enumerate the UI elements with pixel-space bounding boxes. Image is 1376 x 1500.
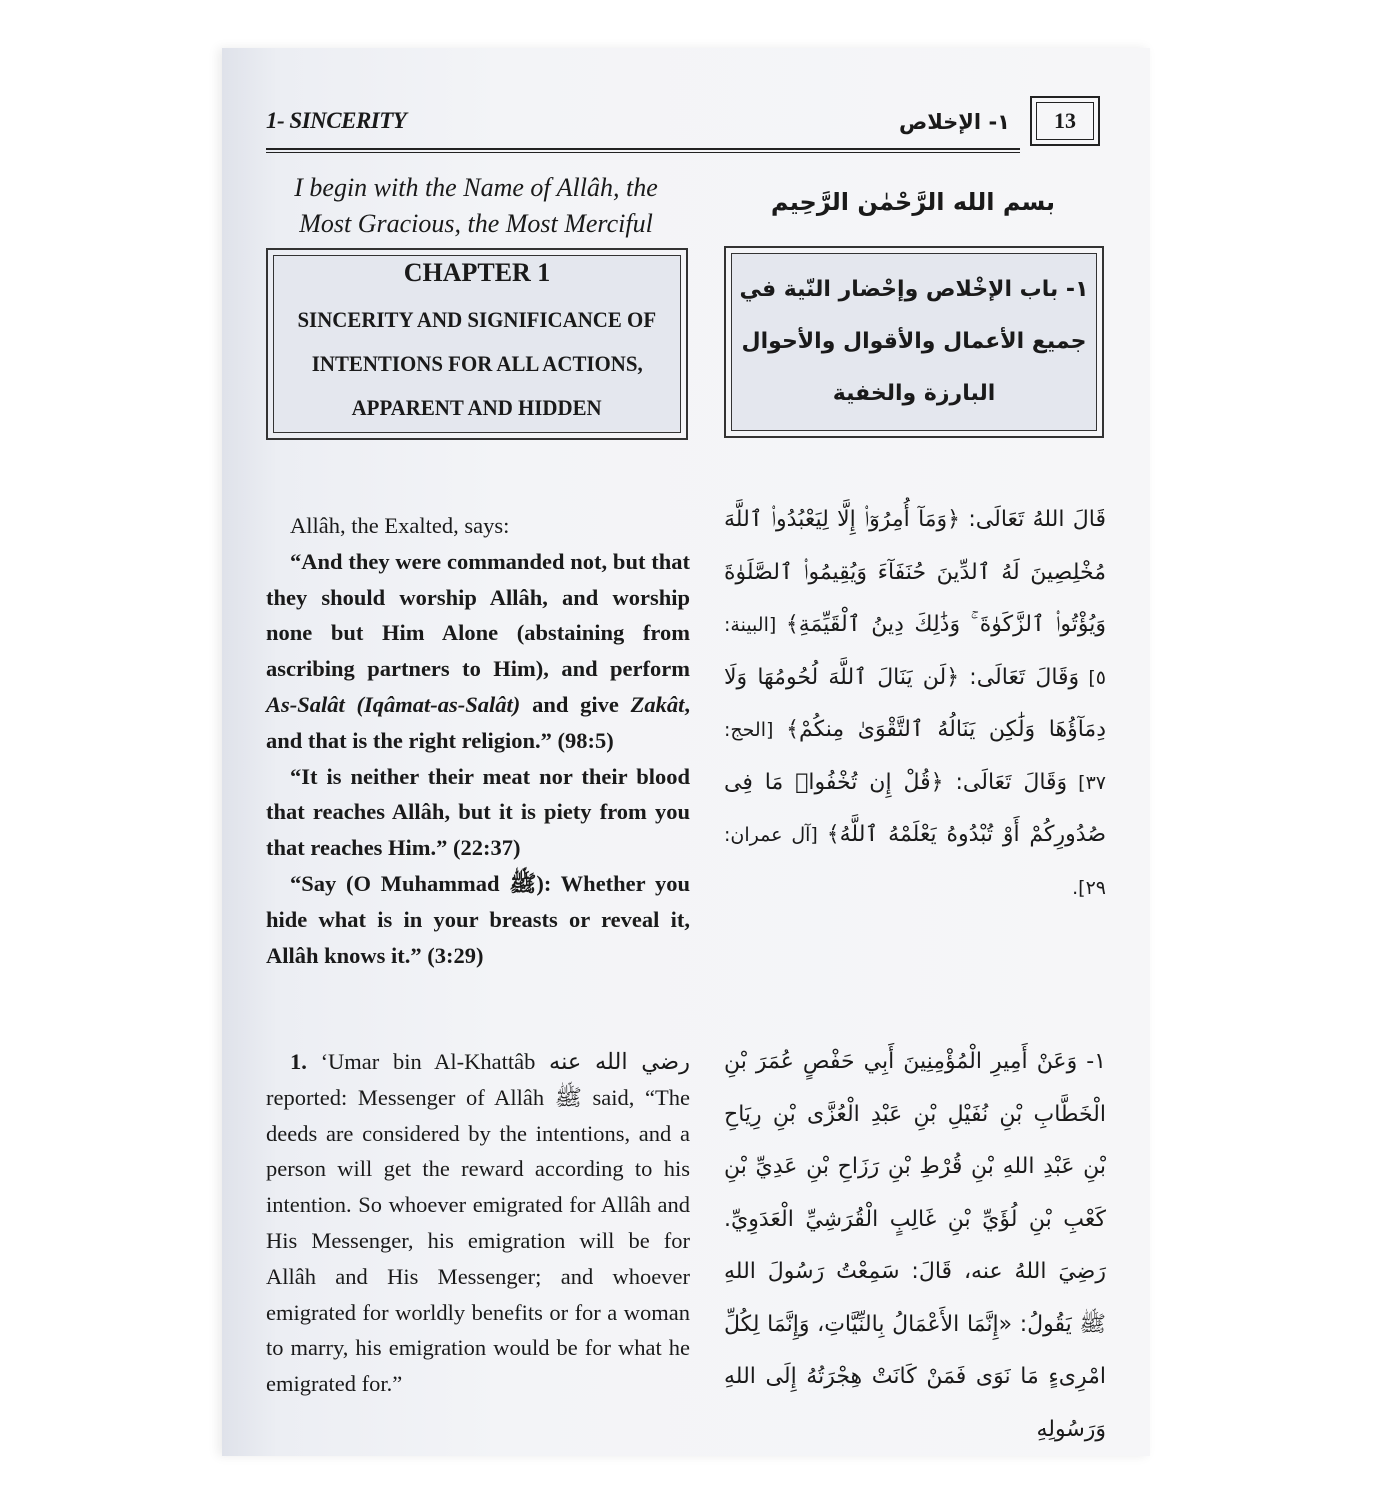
bismillah-arabic: بسم الله الرَّحْمٰن الرَّحِيم bbox=[770, 188, 1056, 216]
hadith-english bbox=[266, 1044, 690, 1402]
hadith-paragraph bbox=[266, 1044, 690, 1402]
chapter-number: CHAPTER 1 bbox=[403, 258, 551, 287]
verse-ar: قَالَ اللهُ تَعَالَى: ﴿وَمَآ أُمِرُوٓا۟ إِلَّا لِيَعْبُدُوا۟ ٱللَّهَ مُخْلِصِينَ لَهُ ٱلدِّينَ حُنَفَآءَ وَيُقِيمُوا۟ ٱلصَّلَوٰةَ وَيُؤْتُوا۟ ٱلزَّكَوٰةَ ۚ وَذَٰلِكَ دِينُ ٱلْقَيِّمَةِ﴾ bbox=[724, 507, 1106, 637]
verse-ar-ref: [البينة: ٥] bbox=[724, 614, 1107, 689]
verse-text: and give bbox=[520, 691, 631, 717]
verse-ar-ref: [الحج: ٣٧] bbox=[724, 719, 1106, 794]
verse-ar-ref: [آل عمران: ٢٩]. bbox=[724, 824, 1106, 899]
running-header-arabic: ١- الإخلاص bbox=[898, 110, 1010, 134]
running-header-english: 1- SINCERITY bbox=[266, 108, 407, 133]
page-number: 13 bbox=[1036, 102, 1094, 140]
hadith-ar-text: ١- وَعَنْ أَمِيرِ الْمُؤْمِنِينَ أَبِي حَفْصٍ عُمَرَ بْنِ الْخَطَّابِ بْنِ نُفَيْلِ بْنِ عَبْدِ الْعُزَّى بْنِ رِيَاحِ بْنِ عَبْدِ اللهِ بْنِ قُرْطِ بْنِ رَزَاحِ بْنِ عَدِيِّ بْنِ كَعْبِ بْنِ لُؤَيِّ بْنِ غَالِبٍ الْقُرَشِيِّ الْعَدَوِيِّ. رَضِيَ اللهُ عنه، قَالَ: سَمِعْتُ رَسُولَ اللهِ ﷺ يَقُولُ: «إِنَّمَا الأَعْمَالُ بِالنِّيَّاتِ، وَإِنَّمَا لِكُلِّ امْرِىءٍ مَا نَوَى فَمَنْ كَانَتْ هِجْرَتُهُ إِلَى اللهِ وَرَسُولِهِ bbox=[724, 1049, 1106, 1442]
hadith-number: 1. bbox=[290, 1049, 307, 1074]
verse-ar: وَقَالَ تَعَالَى: ﴿لَن يَنَالَ ٱللَّهَ لُحُومُهَا وَلَا دِمَآؤُهَا وَلَٰكِن يَنَالُهُ ٱلتَّقْوَىٰ مِنكُمْ﴾ bbox=[724, 664, 1106, 742]
chapter-heading-arabic bbox=[724, 246, 1104, 438]
chapter-title-ar-line: جميع الأعمال والأقوال والأحوال bbox=[741, 329, 1087, 354]
chapter-title-line: APPARENT AND HIDDEN bbox=[351, 395, 603, 420]
chapter-title-line: INTENTIONS FOR ALL ACTIONS, bbox=[311, 351, 643, 376]
verses-english bbox=[266, 508, 690, 973]
chapter-title-line: SINCERITY AND SIGNIFICANCE OF bbox=[297, 307, 657, 332]
verse-text: “And they were commanded not, but that they should worship Allâh, and worship none but Him Alone (abstaining from ascribing partners to Him), and perform bbox=[266, 548, 690, 682]
verses-ar-paragraph bbox=[724, 494, 1106, 914]
page-number-box bbox=[1030, 96, 1100, 146]
chapter-heading-english bbox=[266, 248, 688, 440]
bismillah-english: I begin with the Name of Allâh, the Most Gracious, the Most Merciful bbox=[294, 173, 658, 238]
chapter-title-ar-line: ١- باب الإخْلاص وإحْضار النّية في bbox=[739, 277, 1089, 302]
verse-term: As-Salât (Iqâmat-as-Salât) bbox=[266, 691, 521, 717]
hadith-text: ‘Umar bin Al-Khattâb رضي الله عنه reported: Messenger of Allâh ﷺ said, “The deeds are considered by the intentions, and a person will get the reward according to his intention. So whoever emigrated for Allâh and His Messenger, his emigration will be for Allâh and His Messenger; and whoever emigrated for worldly benefits or for a woman to marry, his emigration would be for what he emigrated for.” bbox=[266, 1049, 691, 1397]
verse-22-37: “It is neither their meat nor their blood that reaches Allâh, but it is piety from you that reaches Him.” (22:37) bbox=[266, 763, 690, 861]
verse-text: , and that is the right religion.” (98:5) bbox=[266, 691, 690, 753]
verse-98-5 bbox=[266, 544, 690, 759]
verse-term: Zakât bbox=[630, 691, 685, 717]
verses-intro: Allâh, the Exalted, says: bbox=[290, 513, 510, 538]
hadith-arabic bbox=[724, 1036, 1106, 1456]
chapter-title-ar-line: البارزة والخفية bbox=[832, 381, 996, 406]
verse-3-29: “Say (O Muhammad ﷺ): Whether you hide what is in your breasts or reveal it, Allâh knows it.” (3:29) bbox=[266, 870, 690, 968]
verses-arabic bbox=[724, 494, 1106, 914]
verse-ar: وَقَالَ تَعَالَى: ﴿قُلْ إِن تُخْفُوا۟ مَا فِى صُدُورِكُمْ أَوْ تُبْدُوهُ يَعْلَمْهُ ٱللَّهُ﴾ bbox=[724, 769, 1107, 847]
header-rule bbox=[266, 148, 1020, 153]
